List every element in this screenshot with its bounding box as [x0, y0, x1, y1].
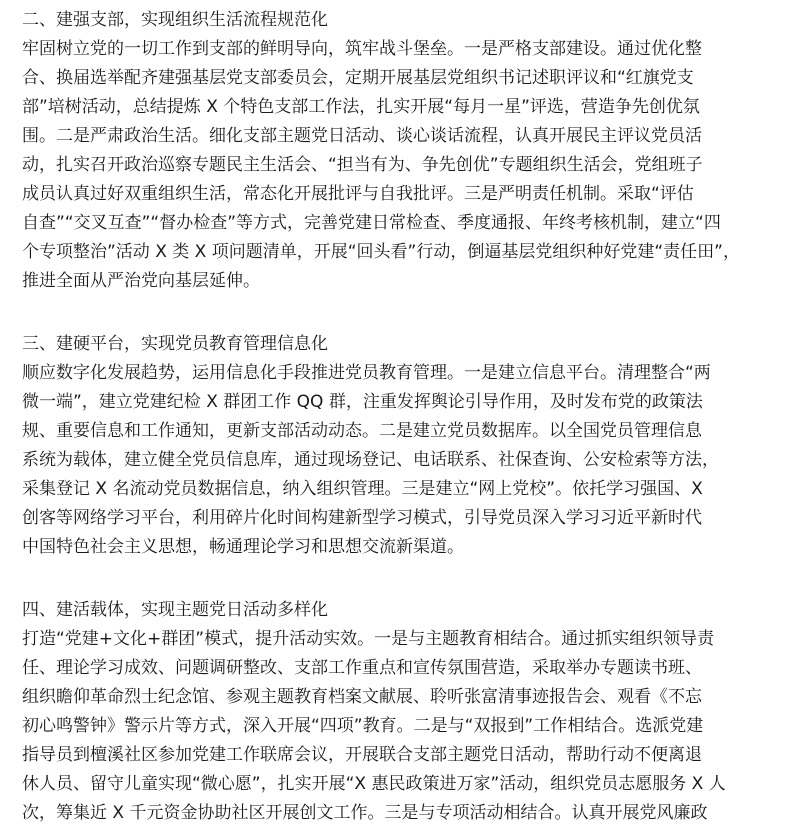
section-heading: 三、建硬平台，实现党员教育管理信息化	[22, 334, 328, 354]
section-4	[22, 596, 780, 828]
text-line: 规、重要信息和工作通知，更新支部活动动态。二是建立党员数据库。以全国党员管理信息	[22, 421, 702, 441]
text-line: 创客等网络学习平台，利用碎片化时间构建新型学习模式，引导党员深入学习习近平新时代	[22, 508, 702, 528]
section-paragraph	[22, 625, 780, 828]
section-heading: 二、建强支部，实现组织生活流程规范化	[22, 10, 328, 30]
text-line: 动，扎实召开政治巡察专题民主生活会、“担当有为、争先创优”专题组织生活会，党组班子	[22, 155, 703, 175]
text-line: 次，筹集近 X 千元资金协助社区开展创文工作。三是与专项活动相结合。认真开展党风廉政	[22, 803, 708, 823]
text-line: 微一端”，建立党建纪检 X 群团工作 QQ 群，注重发挥舆论引导作用，及时发布党的政策法	[22, 392, 703, 412]
text-line: 中国特色社会主义思想，畅通理论学习和思想交流新渠道。	[22, 537, 464, 557]
text-line: 成员认真过好双重组织生活，常态化开展批评与自我批评。三是严明责任机制。采取“评估	[22, 184, 694, 204]
text-line: 系统为载体，建立健全党员信息库，通过现场登记、电话联系、社保查询、公安检索等方法，	[22, 450, 719, 470]
text-line: 推进全面从严治党向基层延伸。	[22, 271, 260, 291]
text-line: 休人员、留守儿童实现“微心愿”，扎实开展“X 惠民政策进万家”活动，组织党员志愿服务 X 人	[22, 774, 726, 794]
section-3	[22, 330, 780, 562]
text-line: 采集登记 X 名流动党员数据信息，纳入组织管理。三是建立“网上党校”。依托学习强国、X	[22, 479, 703, 499]
section-paragraph	[22, 359, 780, 562]
text-line: 顺应数字化发展趋势，运用信息化手段推进党员教育管理。一是建立信息平台。清理整合“两	[22, 363, 711, 383]
text-line: 任、理论学习成效、问题调研整改、支部工作重点和宣传氛围营造，采取举办专题读书班、	[22, 658, 702, 678]
text-line: 个专项整治”活动 X 类 X 项问题清单，开展“回头看”行动，倒逼基层党组织种好党建“责任田”，	[22, 242, 740, 262]
text-line: 指导员到檀溪社区参加党建工作联席会议，开展联合支部主题党日活动，帮助行动不便离退	[22, 745, 702, 765]
text-line: 自查”“交叉互查”“督办检查”等方式，完善党建日常检查、季度通报、年终考核机制，建立“四	[22, 213, 721, 233]
section-paragraph	[22, 35, 780, 296]
text-line: 牢固树立党的一切工作到支部的鲜明导向，筑牢战斗堡垒。一是严格支部建设。通过优化整	[22, 39, 702, 59]
document-body	[22, 6, 780, 828]
section-2	[22, 6, 780, 296]
section-heading: 四、建活载体，实现主题党日活动多样化	[22, 600, 328, 620]
text-line: 合、换届选举配齐建强基层党支部委员会，定期开展基层党组织书记述职评议和“红旗党支	[22, 68, 694, 88]
text-line: 部”培树活动，总结提炼 X 个特色支部工作法，扎实开展“每月一星”评选，营造争先创优氛	[22, 97, 700, 117]
text-line: 初心鸣警钟》警示片等方式，深入开展“四项”教育。二是与“双报到”工作相结合。选派党建	[22, 716, 704, 736]
text-line: 围。二是严肃政治生活。细化支部主题党日活动、谈心谈话流程，认真开展民主评议党员活	[22, 126, 702, 146]
text-line: 组织瞻仰革命烈士纪念馆、参观主题教育档案文献展、聆听张富清事迹报告会、观看《不忘	[22, 687, 702, 707]
text-line: 打造“党建+文化+群团”模式，提升活动实效。一是与主题教育相结合。通过抓实组织领导责	[22, 629, 715, 649]
